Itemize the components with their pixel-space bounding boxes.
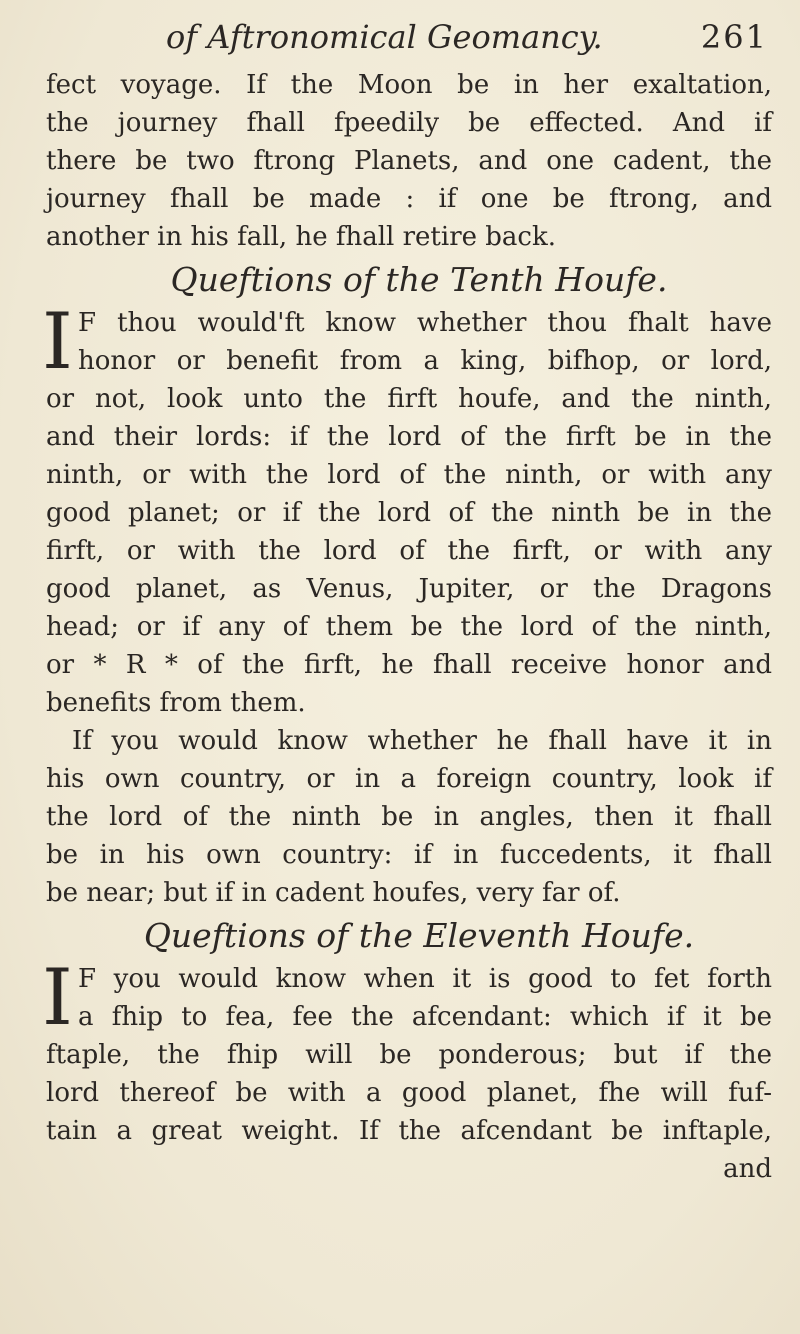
text-line: a fhip to fea, fee the afcendant: which if it be xyxy=(78,1002,772,1032)
section-heading-tenth-house xyxy=(46,256,772,304)
text-line: benefits from them. xyxy=(46,688,306,718)
text-line: be near; but if in cadent houfes, very far of. xyxy=(46,878,621,908)
text-line: honor or benefit from a king, bifhop, or lord, xyxy=(78,346,772,376)
paragraph-continuation xyxy=(46,66,772,256)
text-line: his own country, or in a foreign country, look if xyxy=(46,764,772,794)
text-line: there be two ftrong Planets, and one cadent, the xyxy=(46,146,772,176)
text-line: fect voyage. If the Moon be in her exaltation, xyxy=(46,70,772,100)
running-head xyxy=(46,8,772,66)
drop-cap: I xyxy=(42,297,73,387)
text-line: If you would know whether he fhall have it in xyxy=(72,726,772,756)
text-line: or * R * of the firft, he fhall receive honor and xyxy=(46,650,772,680)
text-line: the lord of the ninth be in angles, then it fhall xyxy=(46,802,772,832)
drop-cap: I xyxy=(42,953,73,1043)
text-line: head; or if any of them be the lord of the ninth, xyxy=(46,612,772,642)
text-line: tain a great weight. If the afcendant be inftaple, xyxy=(46,1116,772,1146)
text-line: F you would know when it is good to fet forth xyxy=(78,964,772,994)
text-line: and their lords: if the lord of the firft be in the xyxy=(46,422,772,452)
text-line: lord thereof be with a good planet, fhe will fuf- xyxy=(46,1078,772,1108)
text-line: firft, or with the lord of the firft, or with any xyxy=(46,536,772,566)
heading-text: Queftions of the Tenth Houfe. xyxy=(170,260,668,299)
section-eleventh-house xyxy=(42,953,772,1188)
text-line: another in his fall, he fhall retire back. xyxy=(46,222,556,252)
text-line: F thou would'ft know whether thou fhalt have xyxy=(78,308,772,338)
text-line: ftaple, the fhip will be ponderous; but if the xyxy=(46,1040,772,1070)
text-line: be in his own country: if in fuccedents, it fhall xyxy=(46,840,772,870)
text-line: journey fhall be made : if one be ftrong, and xyxy=(46,184,772,214)
running-title: of Aftronomical Geomancy. xyxy=(166,18,603,56)
text-line: or not, look unto the firft houfe, and the ninth, xyxy=(46,384,772,414)
text-line: ninth, or with the lord of the ninth, or with any xyxy=(46,460,772,490)
text-line: good planet, as Venus, Jupiter, or the Dragons xyxy=(46,574,772,604)
text-line: good planet; or if the lord of the ninth be in the xyxy=(46,498,772,528)
catchword: and xyxy=(723,1154,772,1184)
heading-text: Queftions of the Eleventh Houfe. xyxy=(143,916,695,955)
page-number: 261 xyxy=(700,18,768,56)
text-line: the journey fhall fpeedily be effected. And if xyxy=(46,108,772,138)
section-heading-eleventh-house xyxy=(46,912,772,960)
page-body xyxy=(42,66,772,1188)
section-tenth-house xyxy=(42,297,772,912)
